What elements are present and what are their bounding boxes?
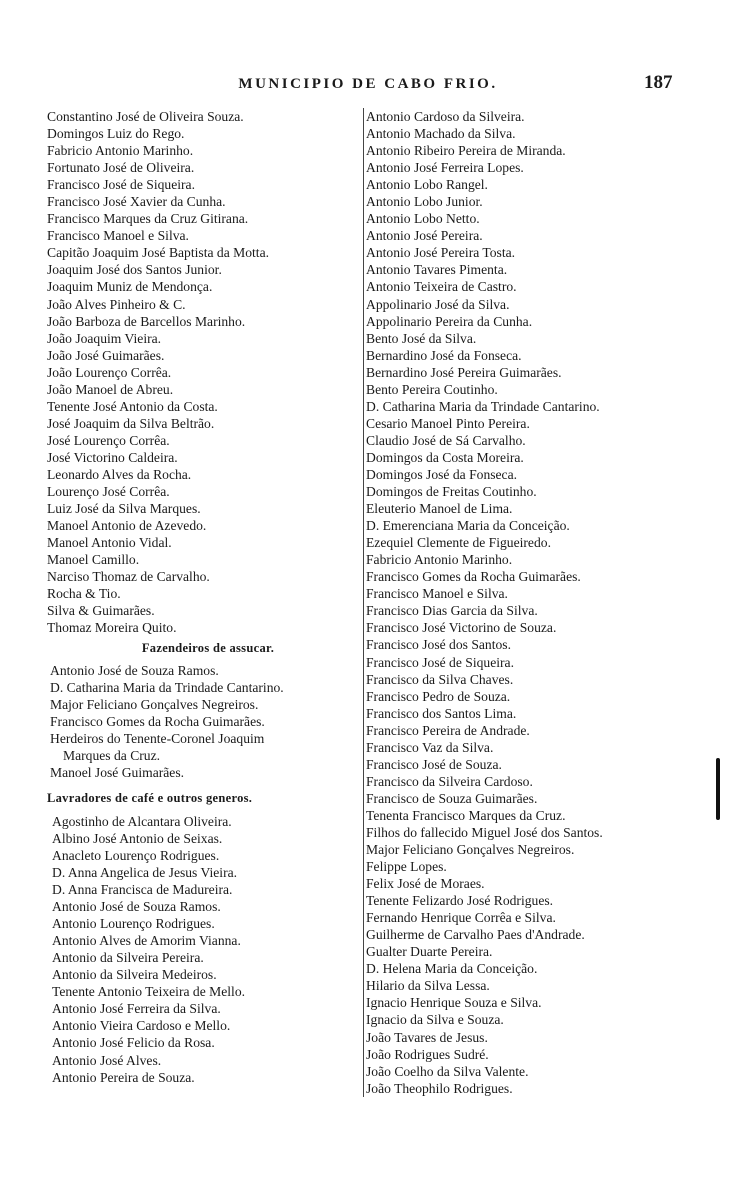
list-item: Francisco Gomes da Rocha Guimarães.	[366, 569, 581, 585]
list-item: Bernardino José Pereira Guimarães.	[366, 364, 562, 380]
list-item: Tenenta Francisco Marques da Cruz.	[366, 807, 566, 823]
page-number: 187	[644, 72, 673, 93]
list-item: João Lourenço Corrêa.	[47, 364, 172, 380]
coffee-growers-list	[47, 813, 359, 1086]
list-item: José Lourenço Corrêa.	[47, 432, 170, 448]
list-item: Francisco da Silva Chaves.	[366, 671, 514, 687]
list-item: Antonio Lobo Junior.	[366, 194, 483, 210]
list-item: José Victorino Caldeira.	[47, 449, 178, 465]
list-item: Antonio Tavares Pimenta.	[366, 262, 508, 278]
list-item: Antonio Machado da Silva.	[366, 126, 516, 142]
list-item: Francisco José de Siqueira.	[47, 177, 195, 193]
list-item: Francisco Pereira de Andrade.	[366, 722, 530, 738]
list-item: João Alves Pinheiro & C.	[47, 296, 186, 312]
list-item-continuation: Marques da Cruz.	[63, 747, 161, 763]
list-item: Major Feliciano Gonçalves Negreiros.	[366, 842, 575, 858]
list-item: D. Helena Maria da Conceição.	[366, 961, 538, 977]
section-heading-lavradores: Lavradores de café e outros generos.	[47, 790, 253, 805]
list-item: Antonio Pereira de Souza.	[52, 1069, 195, 1085]
list-item: Ignacio Henrique Souza e Silva.	[366, 995, 542, 1011]
list-item: Constantino José de Oliveira Souza.	[47, 109, 244, 124]
list-item: Antonio da Silveira Medeiros.	[52, 967, 217, 983]
list-item: Tenente Antonio Teixeira de Mello.	[52, 984, 246, 1000]
left-column	[47, 108, 359, 1086]
list-item: Manoel Antonio de Azevedo.	[47, 518, 207, 534]
list-item: Francisco José Xavier da Cunha.	[47, 194, 226, 210]
list-item: D. Anna Francisca de Madureira.	[52, 882, 233, 898]
list-item: Joaquim José dos Santos Junior.	[47, 262, 222, 278]
list-item: Leonardo Alves da Rocha.	[47, 466, 192, 482]
list-item: Antonio Cardoso da Silveira.	[366, 109, 525, 124]
list-item: Francisco Vaz da Silva.	[366, 739, 494, 755]
list-item: D. Emerenciana Maria da Conceição.	[366, 518, 570, 534]
list-item: Ignacio da Silva e Souza.	[366, 1012, 504, 1028]
list-item: Manoel Antonio Vidal.	[47, 535, 172, 551]
list-item: Antonio Lourenço Rodrigues.	[52, 916, 215, 932]
list-item: Antonio Alves de Amorim Vianna.	[52, 933, 241, 949]
list-item: Bento Pereira Coutinho.	[366, 381, 498, 397]
list-item: Francisco Dias Garcia da Silva.	[366, 603, 538, 619]
list-item: Bento José da Silva.	[366, 330, 477, 346]
list-item: José Joaquim da Silva Beltrão.	[47, 415, 215, 431]
list-item: Manoel José Guimarães.	[50, 764, 185, 780]
list-item: D. Anna Angelica de Jesus Vieira.	[52, 865, 238, 881]
list-item: Manoel Camillo.	[47, 552, 140, 568]
list-item: Francisco José Victorino de Souza.	[366, 620, 557, 636]
margin-ink-mark	[716, 758, 720, 820]
list-item: Appolinario Pereira da Cunha.	[366, 313, 533, 329]
list-item: Fabricio Antonio Marinho.	[366, 552, 513, 568]
list-item: Tenente José Antonio da Costa.	[47, 398, 218, 414]
list-item: João José Guimarães.	[47, 347, 165, 363]
list-item: Francisco de Souza Guimarães.	[366, 790, 538, 806]
list-item: Lourenço José Corrêa.	[47, 484, 170, 500]
list-item: Francisco José dos Santos.	[366, 637, 511, 653]
list-item: Francisco José de Siqueira.	[366, 654, 514, 670]
list-item: Antonio da Silveira Pereira.	[52, 950, 204, 966]
list-item: Felippe Lopes.	[366, 859, 447, 875]
list-item: Antonio José Ferreira Lopes.	[366, 160, 524, 176]
right-column	[363, 108, 706, 1097]
list-item: João Tavares de Jesus.	[366, 1029, 488, 1045]
list-item: Anacleto Lourenço Rodrigues.	[52, 847, 220, 863]
list-item: Fabricio Antonio Marinho.	[47, 143, 194, 159]
list-item: Albino José Antonio de Seixas.	[52, 830, 223, 846]
list-item: João Rodrigues Sudré.	[366, 1046, 489, 1062]
list-item: Francisco José de Souza.	[366, 756, 502, 772]
list-item: Antonio José Ferreira da Silva.	[52, 1001, 221, 1017]
list-item: Francisco Manoel e Silva.	[47, 228, 189, 244]
list-item: Antonio Vieira Cardoso e Mello.	[52, 1018, 231, 1034]
page-title: MUNICIPIO DE CABO FRIO.	[238, 76, 498, 92]
list-item: Francisco dos Santos Lima.	[366, 705, 517, 721]
list-item: Bernardino José da Fonseca.	[366, 347, 522, 363]
list-item: Guilherme de Carvalho Paes d'Andrade.	[366, 927, 585, 943]
list-item: Capitão Joaquim José Baptista da Motta.	[47, 245, 270, 261]
list-item: Fortunato José de Oliveira.	[47, 160, 195, 176]
list-item: Narciso Thomaz de Carvalho.	[47, 569, 210, 585]
list-item: Gualter Duarte Pereira.	[366, 944, 493, 960]
list-item: Francisco Marques da Cruz Gitirana.	[47, 211, 249, 227]
sugar-farmers-list	[47, 662, 359, 781]
list-item: D. Catharina Maria da Trindade Cantarino.	[366, 398, 600, 414]
list-item: Antonio José Alves.	[52, 1052, 162, 1068]
list-item: Domingos José da Fonseca.	[366, 466, 518, 482]
list-item: João Coelho da Silva Valente.	[366, 1063, 529, 1079]
list-item: Antonio Ribeiro Pereira de Miranda.	[366, 143, 566, 159]
list-item: Francisco da Silveira Cardoso.	[366, 773, 533, 789]
list-item: Antonio José de Souza Ramos.	[52, 899, 221, 915]
list-item: Agostinho de Alcantara Oliveira.	[52, 813, 232, 829]
list-item: Francisco Pedro de Souza.	[366, 688, 511, 704]
list-item: Domingos Luiz do Rego.	[47, 126, 185, 142]
list-item: Francisco Gomes da Rocha Guimarães.	[50, 713, 265, 729]
list-item: João Theophilo Rodrigues.	[366, 1080, 513, 1096]
section-heading-fazendeiros: Fazendeiros de assucar.	[141, 641, 275, 656]
list-item: Tenente Felizardo José Rodrigues.	[366, 893, 554, 909]
list-item: Francisco Manoel e Silva.	[366, 586, 508, 602]
merchant-list	[47, 108, 359, 636]
list-item: Antonio José Pereira.	[366, 228, 483, 244]
list-item: Herdeiros do Tenente-Coronel Joaquim	[50, 730, 265, 746]
list-item: Antonio José Felicio da Rosa.	[52, 1035, 215, 1051]
list-item: Eleuterio Manoel de Lima.	[366, 501, 513, 517]
list-item: Domingos da Costa Moreira.	[366, 449, 524, 465]
list-item: Domingos de Freitas Coutinho.	[366, 484, 537, 500]
list-item: Felix José de Moraes.	[366, 876, 485, 892]
list-item: Fernando Henrique Corrêa e Silva.	[366, 910, 556, 926]
list-item: Silva & Guimarães.	[47, 603, 155, 619]
list-item: Antonio Lobo Netto.	[366, 211, 480, 227]
list-item: Luiz José da Silva Marques.	[47, 501, 201, 517]
list-item: João Manoel de Abreu.	[47, 381, 174, 397]
list-item: Antonio Teixeira de Castro.	[366, 279, 517, 295]
list-item: Hilario da Silva Lessa.	[366, 978, 490, 994]
list-item: Antonio José de Souza Ramos.	[50, 662, 219, 678]
list-item: Appolinario José da Silva.	[366, 296, 510, 312]
list-item: Cesario Manoel Pinto Pereira.	[366, 415, 530, 431]
list-item: D. Catharina Maria da Trindade Cantarino.	[50, 679, 284, 695]
list-item: Filhos do fallecido Miguel José dos Santos.	[366, 824, 603, 840]
list-item: Antonio José Pereira Tosta.	[366, 245, 516, 261]
list-item: Joaquim Muniz de Mendonça.	[47, 279, 213, 295]
list-item: João Barboza de Barcellos Marinho.	[47, 313, 246, 329]
list-item: Rocha & Tio.	[47, 586, 121, 602]
list-item: Thomaz Moreira Quito.	[47, 620, 177, 636]
list-item: Antonio Lobo Rangel.	[366, 177, 488, 193]
list-item: Major Feliciano Gonçalves Negreiros.	[50, 696, 259, 712]
list-item: João Joaquim Vieira.	[47, 330, 162, 346]
list-item: Claudio José de Sá Carvalho.	[366, 432, 526, 448]
list-item: Ezequiel Clemente de Figueiredo.	[366, 535, 551, 551]
